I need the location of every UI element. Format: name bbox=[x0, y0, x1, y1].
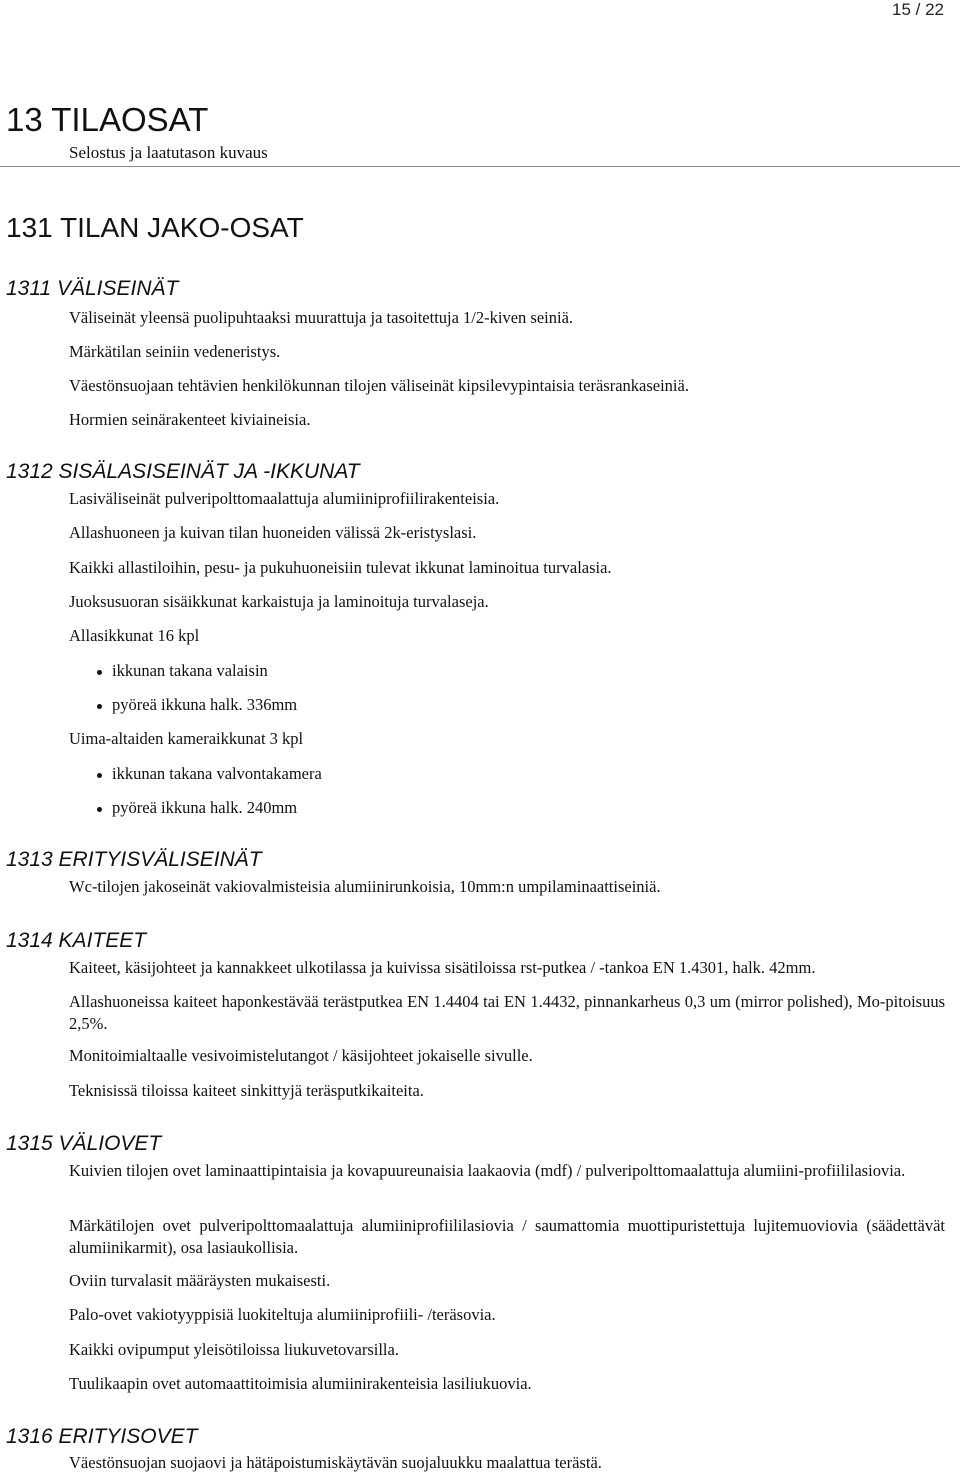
bullet-icon bbox=[97, 670, 102, 675]
paragraph: Lasiväliseinät pulveripolttomaalattuja alumiiniprofiilirakenteisia. bbox=[69, 489, 500, 508]
paragraph: Kaikki allastiloihin, pesu- ja pukuhuoneisiin tulevat ikkunat laminoitua turvalasia. bbox=[69, 558, 612, 577]
heading-1311: 1311 VÄLISEINÄT bbox=[6, 277, 179, 300]
page-title: 13 TILAOSAT bbox=[6, 101, 209, 138]
paragraph: Väliseinät yleensä puolipuhtaaksi muurattuja ja tasoitettuja 1/2-kiven seiniä. bbox=[69, 308, 574, 327]
paragraph: Wc-tilojen jakoseinät vakiovalmisteisia alumiinirunkoisia, 10mm:n umpilaminaattiseiniä. bbox=[69, 877, 661, 896]
paragraph: Oviin turvalasit määräysten mukaisesti. bbox=[69, 1271, 331, 1290]
section-heading: 131 TILAN JAKO-OSAT bbox=[6, 212, 304, 243]
bullet-icon bbox=[97, 807, 102, 812]
list-item: ikkunan takana valvontakamera bbox=[112, 764, 322, 783]
list-item: pyöreä ikkuna halk. 336mm bbox=[112, 695, 298, 714]
paragraph: Allashuoneissa kaiteet haponkestävää terästputkea EN 1.4404 tai EN 1.4432, pinnankarheus 0,3 um (mirror polished), Mo-pitoisuus 2,5%. bbox=[69, 992, 945, 1033]
heading-1314: 1314 KAITEET bbox=[6, 929, 147, 952]
page-number: 15 / 22 bbox=[892, 0, 944, 19]
paragraph: Palo-ovet vakiotyyppisiä luokiteltuja alumiiniprofiili- /teräsovia. bbox=[69, 1305, 496, 1324]
paragraph: Kaiteet, käsijohteet ja kannakkeet ulkotilassa ja kuivissa sisätiloissa rst-putkea / -tankoa EN 1.4301, halk. 42mm. bbox=[69, 958, 816, 977]
paragraph: Väestönsuojaan tehtävien henkilökunnan tilojen väliseinät kipsilevypintaisia teräsrankaseiniä. bbox=[69, 376, 689, 395]
page-subtitle: Selostus ja laatutason kuvaus bbox=[69, 143, 268, 162]
heading-1315: 1315 VÄLIOVET bbox=[6, 1132, 162, 1155]
heading-1313: 1313 ERITYISVÄLISEINÄT bbox=[6, 848, 262, 871]
heading-1312: 1312 SISÄLASISEINÄT JA -IKKUNAT bbox=[6, 460, 360, 483]
paragraph: Väestönsuojan suojaovi ja hätäpoistumiskäytävän suojaluukku maalattua terästä. bbox=[69, 1453, 602, 1472]
paragraph: Hormien seinärakenteet kiviaineisia. bbox=[69, 410, 311, 429]
heading-1316: 1316 ERITYISOVET bbox=[6, 1425, 198, 1448]
paragraph: Tuulikaapin ovet automaattitoimisia alumiinirakenteisia lasiliukuovia. bbox=[69, 1374, 532, 1393]
paragraph: Märkätilojen ovet pulveripolttomaalattuja alumiiniprofiililasiovia / saumattomia muottipuristettuja lujitemuoviovia (säädettävät alumiinikarmit), osa lasiaukollisia. bbox=[69, 1216, 945, 1257]
bullet-icon bbox=[97, 704, 102, 709]
paragraph: Allasikkunat 16 kpl bbox=[69, 626, 200, 645]
list-item: pyöreä ikkuna halk. 240mm bbox=[112, 798, 298, 817]
paragraph: Teknisissä tiloissa kaiteet sinkittyjä teräsputkikaiteita. bbox=[69, 1081, 424, 1100]
paragraph: Juoksusuoran sisäikkunat karkaistuja ja laminoituja turvalaseja. bbox=[69, 592, 489, 611]
paragraph: Märkätilan seiniin vedeneristys. bbox=[69, 342, 281, 361]
paragraph: Uima-altaiden kameraikkunat 3 kpl bbox=[69, 729, 304, 748]
bullet-icon bbox=[97, 773, 102, 778]
header-divider bbox=[0, 166, 960, 167]
list-item: ikkunan takana valaisin bbox=[112, 661, 268, 680]
paragraph: Monitoimialtaalle vesivoimistelutangot / käsijohteet jokaiselle sivulle. bbox=[69, 1046, 533, 1065]
paragraph: Kuivien tilojen ovet laminaattipintaisia ja kovapuureunaisia laakaovia (mdf) / pulveripolttomaalattuja alumiini-profiililasiovia. bbox=[69, 1161, 906, 1180]
paragraph: Allashuoneen ja kuivan tilan huoneiden välissä 2k-eristyslasi. bbox=[69, 523, 477, 542]
paragraph: Kaikki ovipumput yleisötiloissa liukuvetovarsilla. bbox=[69, 1340, 399, 1359]
